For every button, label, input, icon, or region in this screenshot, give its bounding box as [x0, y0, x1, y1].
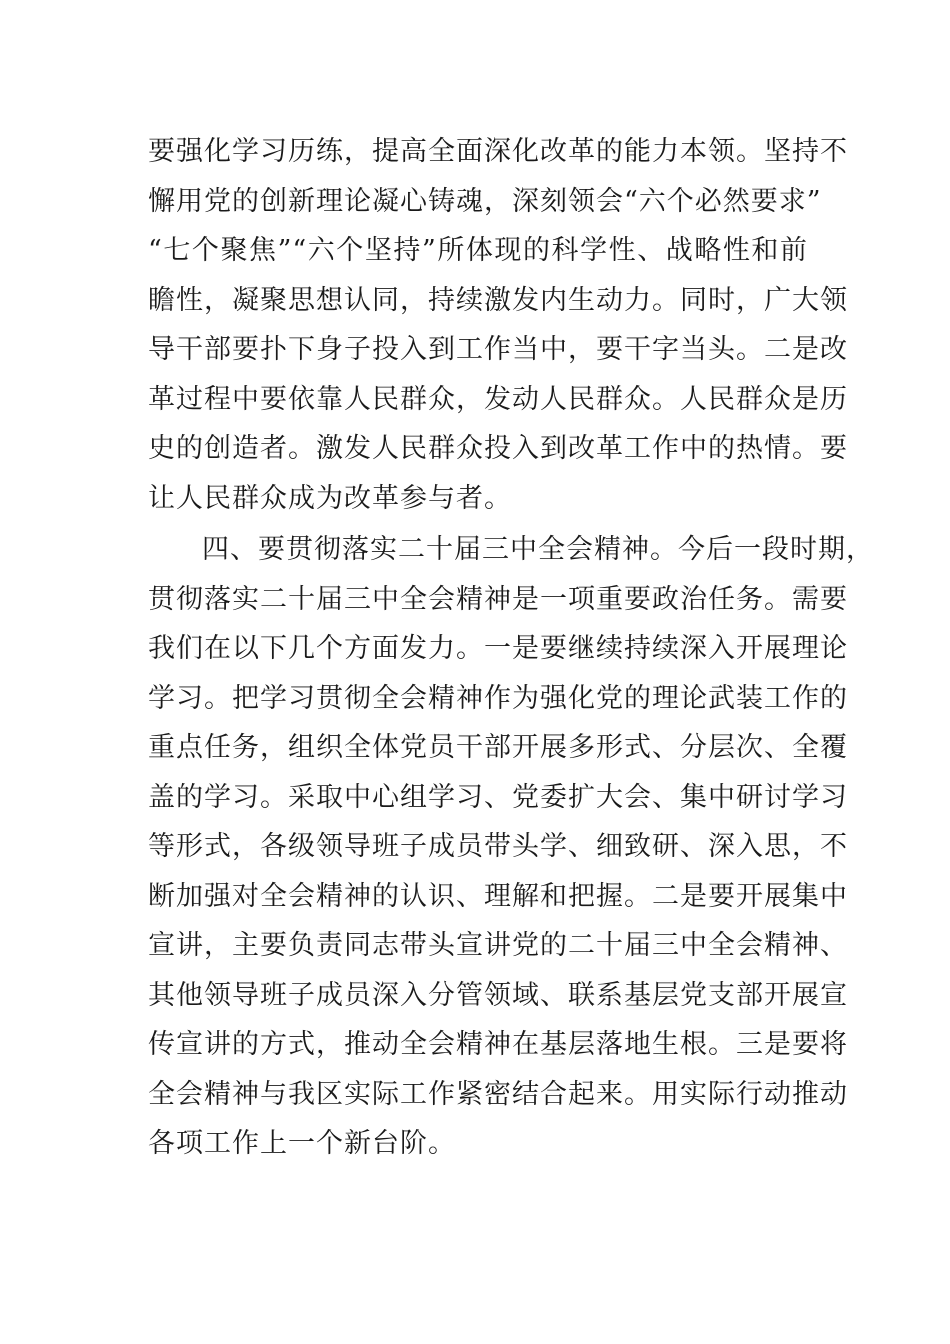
paragraph-1-line: 瞻性，凝聚思想认同，持续激发内生动力。同时，广大领 [148, 285, 848, 316]
paragraph-1-line: 让人民群众成为改革参与者。 [148, 483, 512, 514]
paragraph-1-line: 革过程中要依靠人民群众，发动人民群众。人民群众是历 [148, 384, 848, 415]
paragraph-2-line: 全会精神与我区实际工作紧密结合起来。用实际行动推动 [148, 1079, 848, 1110]
paragraph-2-line: 宣讲，主要负责同志带头宣讲党的二十届三中全会精神、 [148, 930, 848, 961]
paragraph-2-line: 各项工作上一个新台阶。 [148, 1128, 456, 1159]
paragraph-1-line: “七个聚焦”“六个坚持”所体现的科学性、战略性和前 [148, 235, 808, 266]
paragraph-1-line: 要强化学习历练，提高全面深化改革的能力本领。坚持不 [148, 136, 848, 167]
paragraph-2-line: 贯彻落实二十届三中全会精神是一项重要政治任务。需要 [148, 584, 848, 615]
paragraph-2-line: 我们在以下几个方面发力。一是要继续持续深入开展理论 [148, 633, 848, 664]
paragraph-2-line: 重点任务，组织全体党员干部开展多形式、分层次、全覆 [148, 732, 848, 763]
paragraph-2-line: 传宣讲的方式，推动全会精神在基层落地生根。三是要将 [148, 1029, 848, 1060]
paragraph-2-line: 学习。把学习贯彻全会精神作为强化党的理论武装工作的 [148, 683, 848, 714]
paragraph-1-line: 导干部要扑下身子投入到工作当中，要干字当头。二是改 [148, 334, 848, 365]
paragraph-2-line: 断加强对全会精神的认识、理解和把握。二是要开展集中 [148, 881, 848, 912]
paragraph-1-line: 史的创造者。激发人民群众投入到改革工作中的热情。要 [148, 433, 848, 464]
paragraph-2-line: 其他领导班子成员深入分管领域、联系基层党支部开展宣 [148, 980, 848, 1011]
paragraph-2-first-line: 四、要贯彻落实二十届三中全会精神。今后一段时期， [202, 534, 874, 565]
paragraph-2-line: 盖的学习。采取中心组学习、党委扩大会、集中研讨学习 [148, 782, 848, 813]
paragraph-1-line: 懈用党的创新理论凝心铸魂，深刻领会“六个必然要求” [148, 186, 822, 217]
paragraph-2-line: 等形式，各级领导班子成员带头学、细致研、深入思，不 [148, 831, 848, 862]
